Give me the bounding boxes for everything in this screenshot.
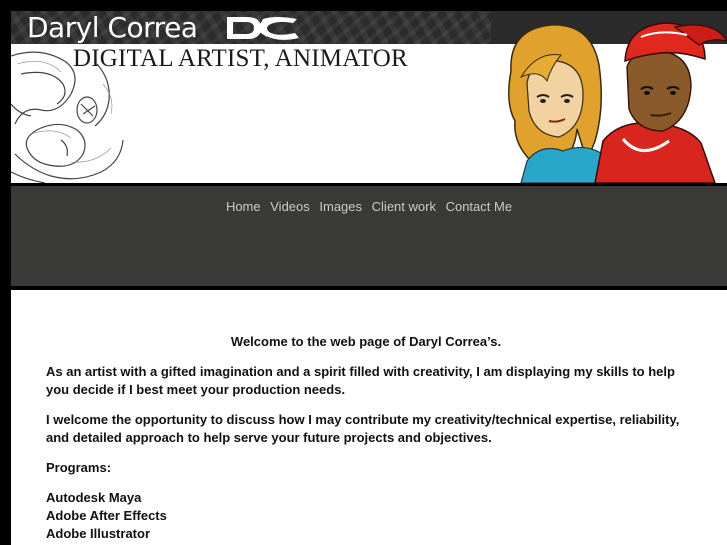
main-nav [11, 199, 727, 215]
opportunity-paragraph: I welcome the opportunity to discuss how I may contribute my creativity/technical expertise, reliability, and detailed approach to help serve your future projects and objectives. [46, 412, 680, 445]
programs-list [46, 489, 686, 543]
program-item: Adobe Illustrator [46, 526, 151, 541]
nav-link-videos[interactable]: Videos [270, 199, 310, 214]
nav-link-images[interactable]: Images [319, 199, 363, 214]
content-body [46, 333, 686, 543]
dc-monogram-logo-icon [223, 13, 303, 43]
programs-heading: Programs: [46, 460, 112, 475]
site-tagline: DIGITAL ARTIST, ANIMATOR [73, 45, 408, 72]
program-item: Autodesk Maya [46, 490, 142, 505]
site-name: Daryl Correa [27, 11, 198, 44]
main-content [11, 290, 727, 545]
nav-link-contact-me[interactable]: Contact Me [445, 199, 513, 214]
pencil-sketch-figure-icon [11, 44, 131, 183]
nav-link-client-work[interactable]: Client work [371, 199, 436, 214]
cartoon-characters-illustration-icon [491, 11, 727, 183]
welcome-heading: Welcome to the web page of Daryl Correa’s. [230, 334, 502, 349]
program-item: Adobe After Effects [46, 508, 167, 523]
page [11, 11, 727, 545]
header-banner [11, 11, 727, 183]
nav-link-home[interactable]: Home [225, 199, 261, 214]
navigation-band [11, 186, 727, 286]
intro-paragraph: As an artist with a gifted imagination and a spirit filled with creativity, I am displaying my skills to help you decide if I best meet your production needs. [46, 364, 675, 397]
